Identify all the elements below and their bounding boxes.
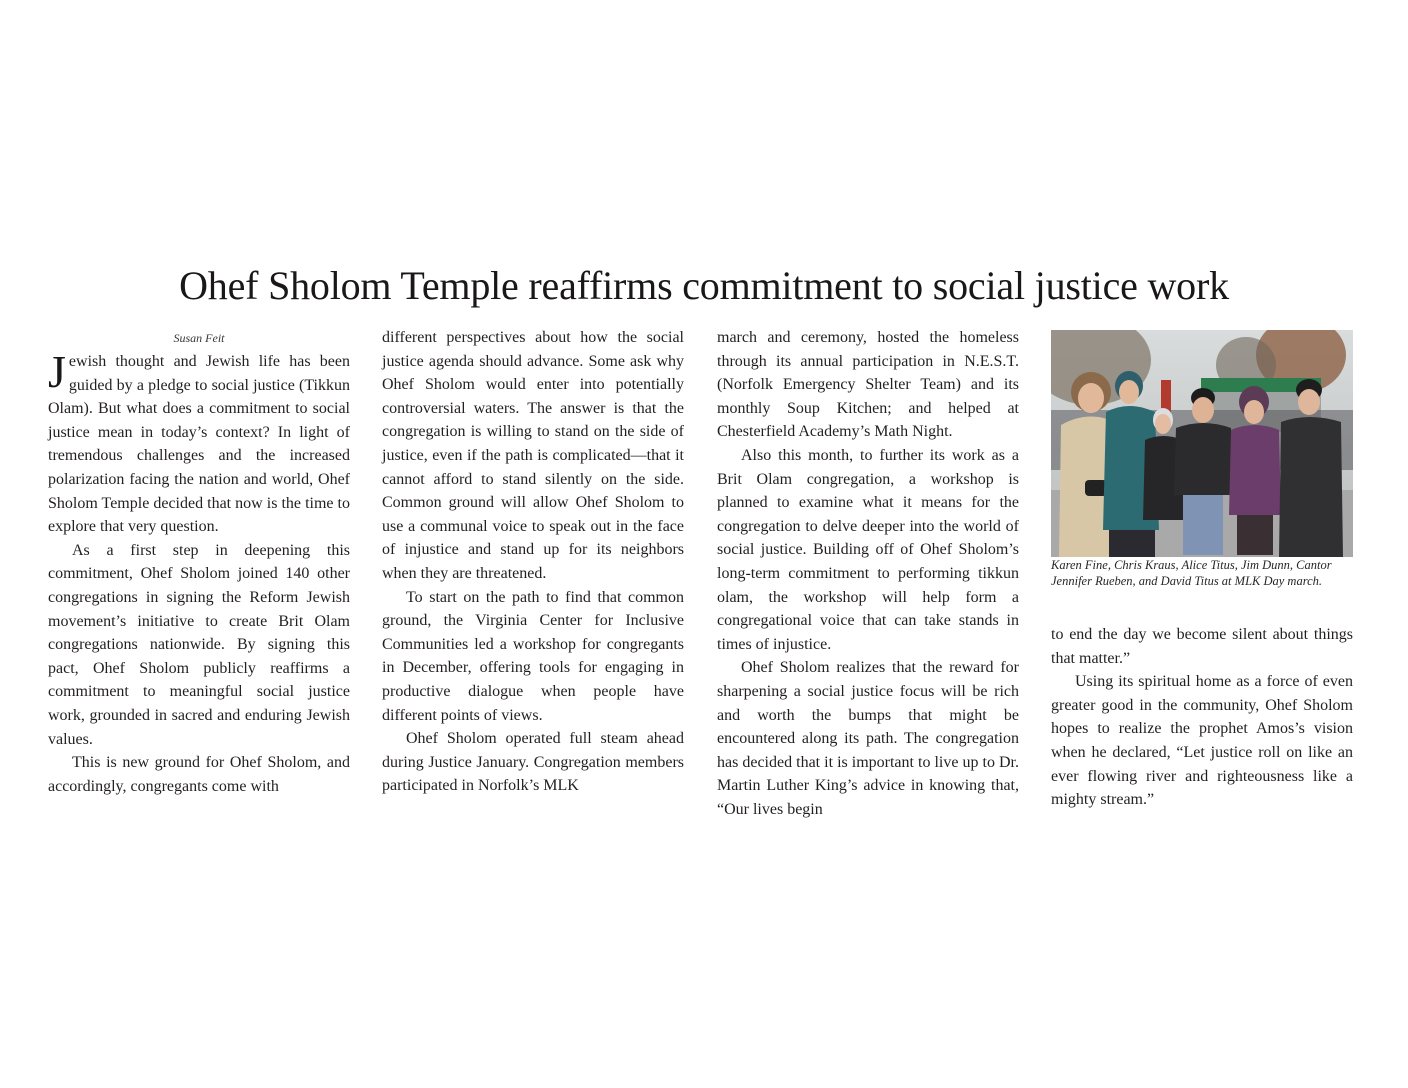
body-paragraph: march and ceremony, hosted the homeless through its annual participation in N.E.S.T. (Norfolk Emergency Shelter Team) and its monthly Soup Kitchen; and helped at Chesterfield Academy’s Math Night. (717, 329, 1019, 441)
body-paragraph (48, 346, 350, 539)
body-paragraph: This is new ground for Ohef Sholom, and accordingly, congregants come with (48, 754, 350, 795)
article-column-3 (717, 326, 1019, 821)
article-column-1 (48, 326, 350, 798)
body-paragraph: different perspectives about how the social justice agenda should advance. Some ask why Ohef Sholom would enter into potentially controversial waters. The answer is that the congregation is willing to stand on the side of justice, even if the path is complicated—that it cannot afford to stand silently on the side. Common ground will allow Ohef Sholom to use a communal voice to speak out in the face of injustice and stand up for its neighbors when they are threatened. (382, 329, 684, 582)
body-paragraph: Ohef Sholom realizes that the reward for sharpening a social justice focus will be rich and worth the bumps that might be encountered along its path. The congregation has decided that it is important to live up to Dr. Martin Luther King’s advice in knowing that, “Our lives begin (717, 659, 1019, 818)
paragraph-text: ewish thought and Jewish life has been guided by a pledge to social justice (Tikkun Olam). But what does a commitment to social justice mean in today’s context? In light of tremendous challenges and the increased polarization facing the nation and world, Ohef Sholom Temple decided that now is the time to explore that very question. (48, 353, 350, 536)
drop-cap: J (48, 346, 66, 397)
photo-illustration (1051, 330, 1353, 557)
article-headline: Ohef Sholom Temple reaffirms commitment to social justice work (179, 263, 1229, 308)
body-paragraph: As a first step in deepening this commitment, Ohef Sholom joined 140 other congregations in signing the Reform Jewish movement’s initiative to create Brit Olam congregations nationwide. By signing this pact, Ohef Sholom publicly reaffirms a commitment to meaningful social justice work, grounded in sacred and enduring Jewish values. (48, 541, 350, 748)
article-column-2 (382, 326, 684, 798)
article-column-4 (1051, 326, 1353, 812)
body-paragraph: Also this month, to further its work as a Brit Olam congregation, a workshop is planned to examine what it means for the congregation to delve deeper into the world of social justice. Building off of Ohef Sholom’s long-term commitment to performing tikkun olam, the workshop will help form a congregational voice that can take stands in times of injustice. (717, 446, 1019, 653)
group-photo (1051, 330, 1353, 557)
body-paragraph: to end the day we become silent about things that matter.” (1051, 626, 1353, 667)
photo-caption: Karen Fine, Chris Kraus, Alice Titus, Jim Dunn, Cantor Jennifer Rueben, and David Titus at MLK Day march. (1051, 558, 1332, 588)
byline: Susan Feit (173, 331, 225, 345)
body-paragraph: Using its spiritual home as a force of even greater good in the community, Ohef Sholom hopes to realize the prophet Amos’s vision when he declared, “Let justice roll on like an ever flowing river and righteousness like a mighty stream.” (1051, 673, 1353, 809)
body-paragraph: To start on the path to find that common ground, the Virginia Center for Inclusive Communities led a workshop for congregants in December, offering tools for engaging in productive dialogue when people have different points of views. (382, 588, 684, 724)
body-paragraph: Ohef Sholom operated full steam ahead during Justice January. Congregation members participated in Norfolk’s MLK (382, 730, 684, 795)
